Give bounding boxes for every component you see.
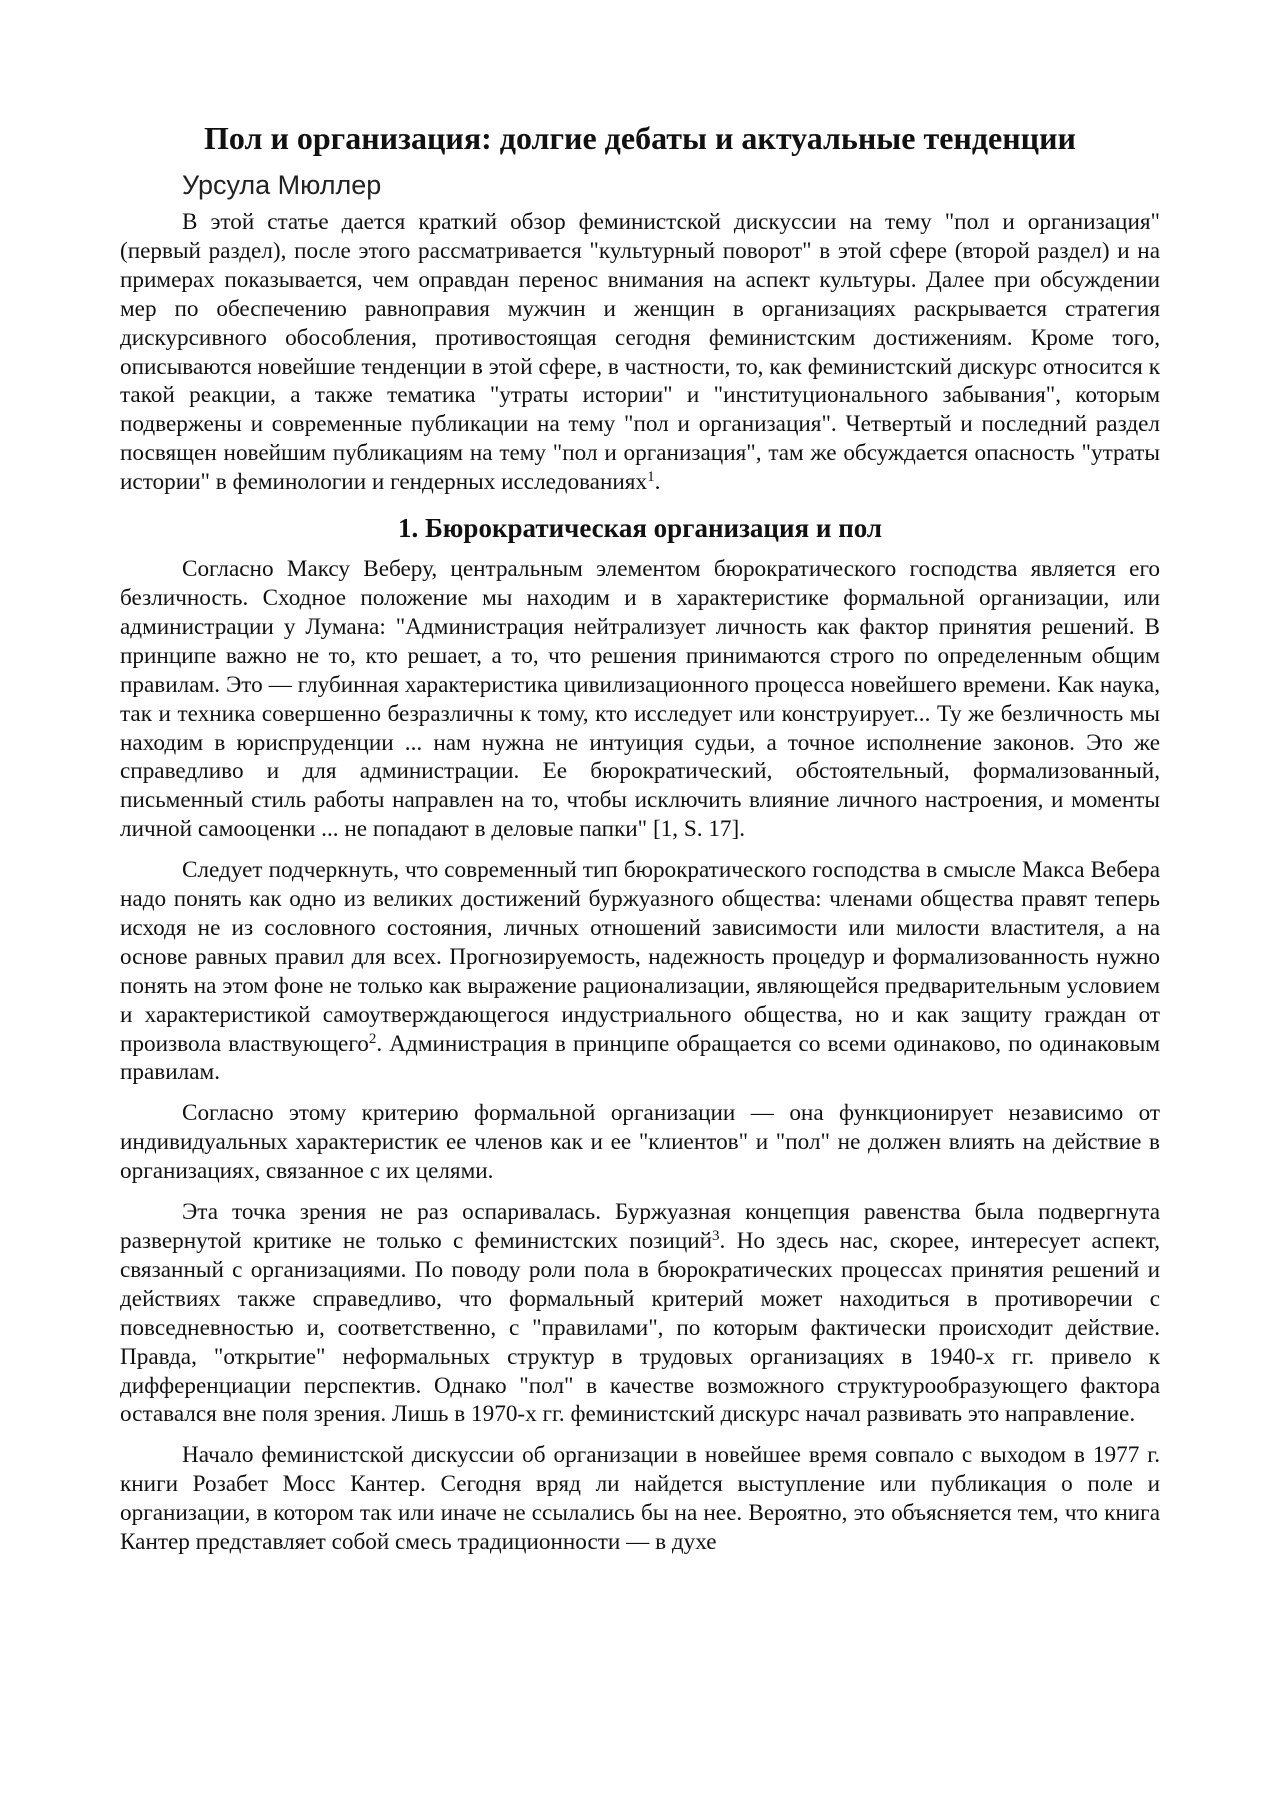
abstract-paragraph bbox=[120, 208, 1160, 497]
document-title: Пол и организация: долгие дебаты и актуальные тенденции bbox=[204, 120, 1076, 156]
footnote-marker: 3 bbox=[712, 1228, 720, 1244]
paragraph-text: Следует подчеркнуть, что современный тип бюрократического господства в смысле Макса Вебера надо понять как одно из великих достижений буржуазного общества: членами общества правят теперь исходя не из сословного состояния, личных отношений зависимости или милости властителя, а на основе равных правил для всех. Прогнозируемость, надежность процедур и формализованность нужно понять на этом фоне не только как выражение рационализации, являющейся предварительным условием и характеристикой самоутверждающегося индустриального общества, но и как защиту граждан от произвола властвующего bbox=[120, 857, 1160, 1057]
abstract-end: . bbox=[654, 469, 661, 496]
paragraph-text: Эта точка зрения не раз оспаривалась. Буржуазная концепция равенства была подвергнута развернутой критике не только с феминистских позиций bbox=[120, 1199, 1160, 1254]
paragraph-text: . Администрация в принципе обращается со всеми одинаково, по одинаковым правилам. bbox=[120, 1030, 1160, 1086]
footnote-marker: 1 bbox=[647, 469, 655, 486]
paragraph: Согласно этому критерию формальной организации — она функционирует независимо от индивидуальных характеристик ее членов как и ее "клиентов" и "пол" не должен влиять на действие в организациях, связанное с их целями. bbox=[120, 1100, 1160, 1185]
abstract-text: В этой статье дается краткий обзор феминистской дискуссии на тему "пол и организация" (первый раздел), после этого рассматривается "культурный поворот" в этой сфере (второй раздел) и на примерах показывается, чем оправдан перенос внимания на аспект культуры. Далее при обсуждении мер по обеспечению равноправия мужчин и женщин в организациях раскрывается стратегия дискурсивного обособления, противостоящая сегодня феминистским достижениям. Кроме того, описываются новейшие тенденции в этой сфере, в частности, то, как феминистский дискурс относится к такой реакции, а также тематика "утраты истории" и "институционального забывания", которым подвержены и современные публикации на тему "пол и организация". Четвертый и последний раздел посвящен новейшим публикациям на тему "пол и организация", там же обсуждается опасность "утраты истории" в феминологии и гендерных исследованиях bbox=[120, 209, 1160, 496]
document-page bbox=[120, 118, 1160, 1569]
paragraph bbox=[120, 856, 1160, 1087]
paragraph: Начало феминистской дискуссии об организации в новейшее время совпало с выходом в 1977 г. книги Розабет Мосс Кантер. Сегодня вряд ли найдется выступление или публикация о поле и организации, в котором так или иначе не ссылались бы на нее. Вероятно, это объясняется тем, что книга Кантер представляет собой смесь традиционности — в духе bbox=[120, 1442, 1160, 1556]
section-heading: 1. Бюрократическая организация и пол bbox=[397, 513, 883, 544]
paragraph bbox=[120, 1198, 1160, 1429]
paragraph: Согласно Максу Веберу, центральным элементом бюрократического господства является его безличность. Сходное положение мы находим и в характеристике формальной организации, или администрации у Лумана: "Администрация нейтрализует личность как фактор принятия решений. В принципе важно не то, кто решает, а то, что решения принимаются строго по определенным общим правилам. Это — глубинная характеристика цивилизационного процесса новейшего времени. Как наука, так и техника совершенно безразличны к тому, кто исследует или конструирует... Ту же безличность мы находим в юриспруденции ... нам нужна не интуиция судьи, а точное исполнение законов. Это же справедливо и для администрации. Ее бюрократический, обстоятельный, формализованный, письменный стиль работы направлен на то, чтобы исключить влияние личного настроения, и моменты личной самооценки ... не попадают в деловые папки" [1, S. 17]. bbox=[120, 556, 1160, 843]
footnote-marker: 2 bbox=[368, 1030, 377, 1047]
paragraph-text: . Но здесь нас, скорее, интересует аспект, связанный с организациями. По поводу роли пола в бюрократических процессах принятия решений и действиях также справедливо, что формальный критерий может находиться в противоречии с повседневностью и, соответственно, с "правилами", по которым фактически происходит действие. Правда, "открытие" неформальных структур в трудовых организациях в 1940-х гг. привело к дифференциации перспектив. Однако "пол" в качестве возможного структурообразующего фактора оставался вне поля зрения. Лишь в 1970-х гг. феминистский дискурс начал развивать это направление. bbox=[120, 1228, 1160, 1428]
document-author: Урсула Мюллер bbox=[182, 170, 382, 200]
